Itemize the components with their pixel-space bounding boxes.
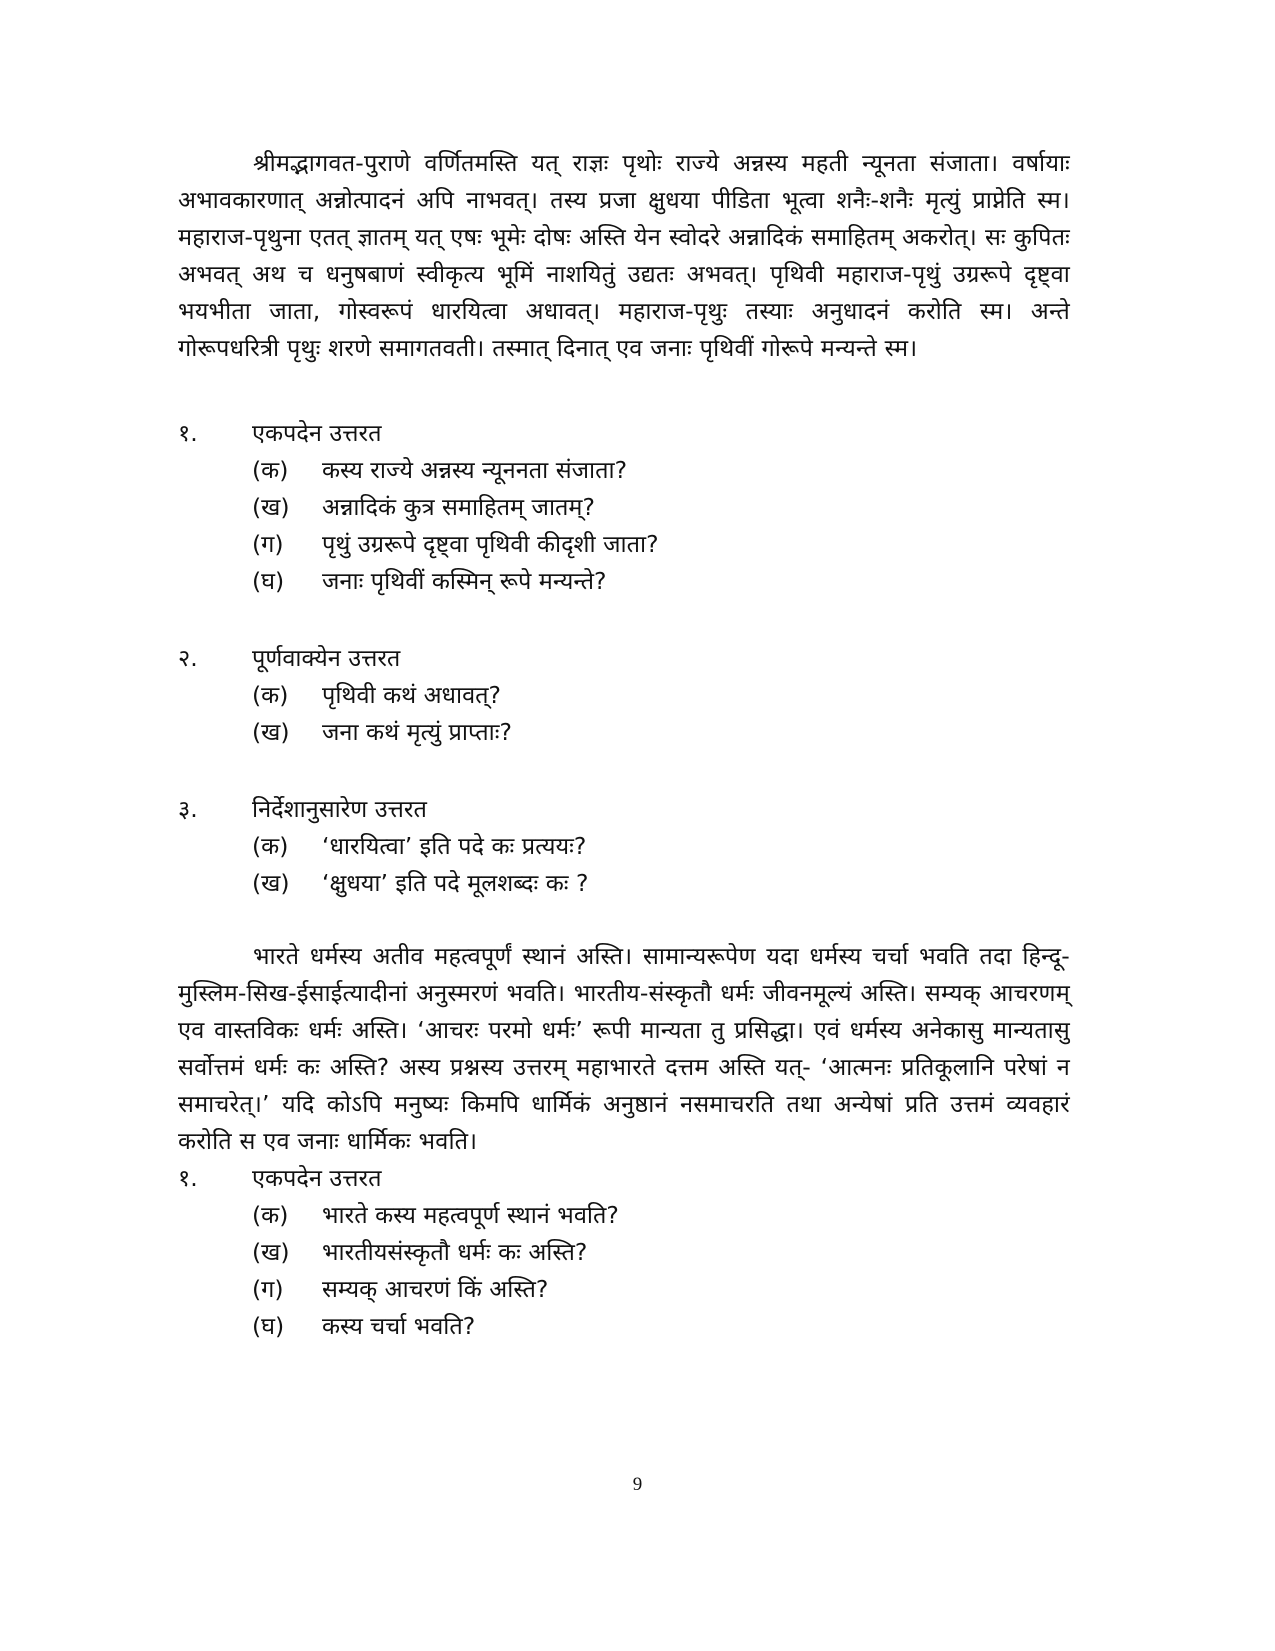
question-item — [178, 1271, 1070, 1308]
question-item — [178, 714, 1070, 751]
question-item — [178, 452, 1070, 489]
passage-prithu: श्रीमद्भागवत-पुराणे वर्णितमस्ति यत् राज्ञः पृथोः राज्ये अन्नस्य महती न्यूनता संजाता। वर्षायाः अभावकारणात् अन्नोत्पादनं अपि नाभवत्। तस्य प्रजा क्षुधया पीडिता भूत्वा शनैः-शनैः मृत्युं प्राप्नेति स्म। महाराज-पृथुना एतत् ज्ञातम् यत् एषः भूमेः दोषः अस्ति येन स्वोदरे अन्नादिकं समाहितम् अकरोत्। सः कुपितः अभवत् अथ च धनुषबाणं स्वीकृत्य भूमिं नाशयितुं उद्यतः अभवत्। पृथिवी महाराज-पृथुं उग्ररूपे दृष्ट्वा भयभीता जाता, गोस्वरूपं धारयित्वा अधावत्। महाराज-पृथुः तस्याः अनुधादनं करोति स्म। अन्ते गोरूपधरित्री पृथुः शरणे समागतवती। तस्मात् दिनात् एव जनाः पृथिवीं गोरूपे मन्यन्ते स्म। — [178, 149, 1070, 362]
question-item — [178, 865, 1070, 902]
question-label: (घ) — [252, 1312, 285, 1340]
question-item — [178, 489, 1070, 526]
question-label: (ख) — [252, 493, 290, 521]
section-number: १. — [178, 419, 198, 447]
question-label: (क) — [252, 456, 289, 484]
question-item — [178, 828, 1070, 865]
section-heading — [178, 640, 1070, 677]
section-heading — [178, 415, 1070, 452]
question-label: (क) — [252, 1201, 289, 1229]
question-item — [178, 1197, 1070, 1234]
question-label: (क) — [252, 681, 289, 709]
section-3 — [178, 791, 1070, 902]
question-label: (घ) — [252, 567, 285, 595]
section-number: १. — [178, 1164, 198, 1192]
section-heading — [178, 1160, 1070, 1197]
section-title: निर्देशानुसारेण उत्तरत — [252, 795, 427, 823]
question-text: अन्नादिकं कुत्र समाहितम् जातम्? — [322, 493, 595, 521]
question-label: (ख) — [252, 718, 290, 746]
section-title: एकपदेन उत्तरत — [252, 1164, 382, 1192]
section-1 — [178, 415, 1070, 600]
section-title: पूर्णवाक्येन उत्तरत — [252, 644, 401, 672]
question-item — [178, 563, 1070, 600]
question-text: भारतीयसंस्कृतौ धर्मः कः अस्ति? — [322, 1238, 588, 1266]
question-text: कस्य राज्ये अन्नस्य न्यूननता संजाता? — [322, 456, 628, 484]
question-text: जना कथं मृत्युं प्राप्ताः? — [322, 718, 512, 746]
question-text: सम्यक् आचरणं किं अस्ति? — [322, 1275, 549, 1303]
section-number: २. — [178, 644, 198, 672]
question-text: पृथुं उग्ररूपे दृष्ट्वा पृथिवी कीदृशी जाता? — [322, 530, 659, 558]
question-label: (क) — [252, 832, 289, 860]
section-title: एकपदेन उत्तरत — [252, 419, 382, 447]
question-label: (ख) — [252, 1238, 290, 1266]
question-text: कस्य चर्चा भवति? — [322, 1312, 476, 1340]
question-text: जनाः पृथिवीं कस्मिन् रूपे मन्यन्ते? — [322, 567, 607, 595]
question-item — [178, 1308, 1070, 1345]
section-number: ३. — [178, 795, 198, 823]
section-4 — [178, 1160, 1070, 1345]
question-label: (ग) — [252, 530, 284, 558]
question-item — [178, 1234, 1070, 1271]
question-item — [178, 526, 1070, 563]
question-text: भारते कस्य महत्वपूर्ण स्थानं भवति? — [322, 1201, 619, 1229]
question-text: ‘धारयित्वा’ इति पदे कः प्रत्ययः? — [322, 832, 587, 860]
question-text: पृथिवी कथं अधावत्? — [322, 681, 502, 709]
question-item — [178, 677, 1070, 714]
section-2 — [178, 640, 1070, 751]
passage-dharma: भारते धर्मस्य अतीव महत्वपूर्णं स्थानं अस्ति। सामान्यरूपेण यदा धर्मस्य चर्चा भवति तदा हिन्दू-मुस्लिम-सिख-ईसाईत्यादीनां अनुस्मरणं भवति। भारतीय-संस्कृतौ धर्मः जीवनमूल्यं अस्ति। सम्यक् आचरणम् एव वास्तविकः धर्मः अस्ति। ‘आचरः परमो धर्मः’ रूपी मान्यता तु प्रसिद्धा। एवं धर्मस्य अनेकासु मान्यतासु सर्वोत्तमं धर्मः कः अस्ति? अस्य प्रश्नस्य उत्तरम् महाभारते दत्तम अस्ति यत्- ‘आत्मनः प्रतिकूलानि परेषां न समाचरेत्।’ यदि कोऽपि मनुष्यः किमपि धार्मिकं अनुष्ठानं नसमाचरति तथा अन्येषां प्रति उत्तमं व्यवहारं करोति स एव जनाः धार्मिकः भवति। — [178, 942, 1070, 1155]
question-label: (ग) — [252, 1275, 284, 1303]
question-label: (ख) — [252, 869, 290, 897]
section-heading — [178, 791, 1070, 828]
page-number: 9 — [632, 1474, 643, 1495]
question-text: ‘क्षुधया’ इति पदे मूलशब्दः कः ? — [322, 869, 589, 897]
